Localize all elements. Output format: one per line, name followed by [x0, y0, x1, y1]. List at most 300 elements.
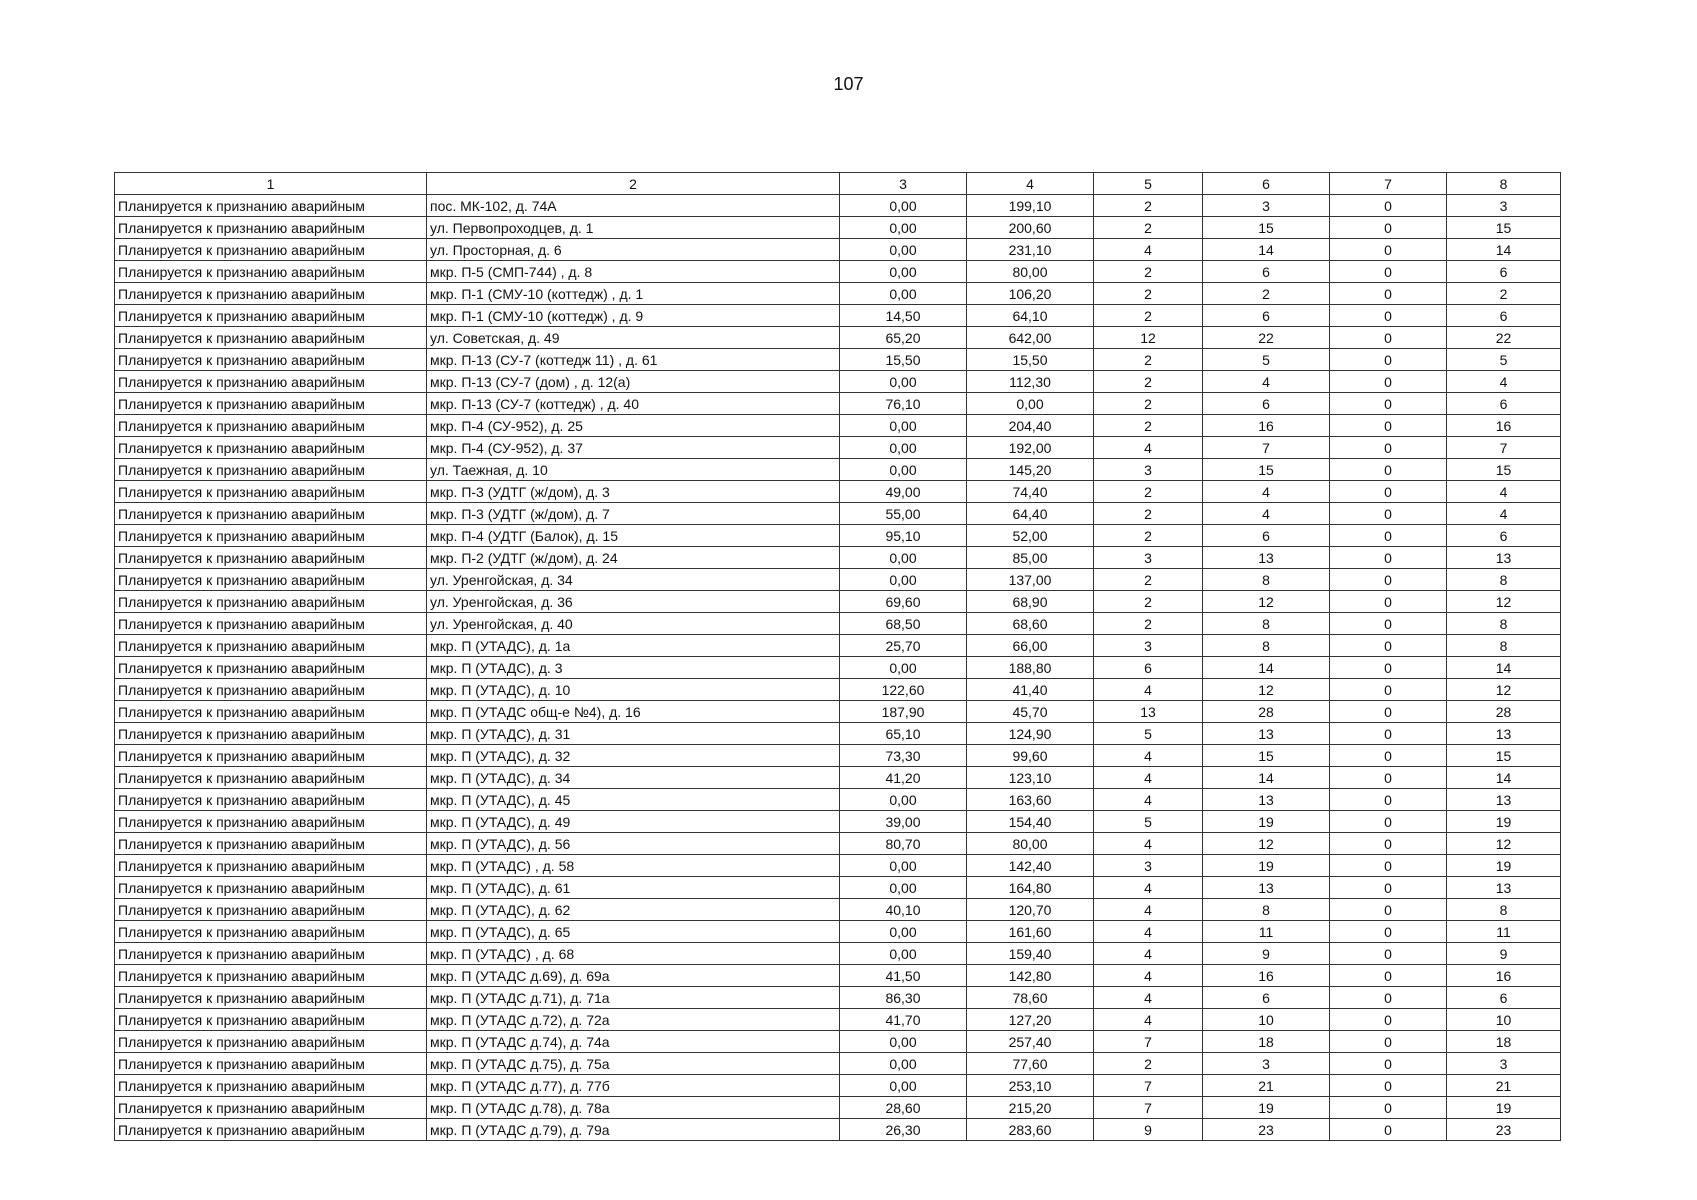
col8-cell: 8	[1447, 899, 1561, 921]
col7-cell: 0	[1330, 481, 1447, 503]
col4-cell: 112,30	[967, 371, 1094, 393]
table-row	[115, 481, 1561, 503]
col7-cell: 0	[1330, 195, 1447, 217]
address-cell: мкр. П-3 (УДТГ (ж/дом), д. 7	[427, 503, 840, 525]
col5-cell: 4	[1094, 1009, 1203, 1031]
address-cell: мкр. П-4 (УДТГ (Балок), д. 15	[427, 525, 840, 547]
address-cell: мкр. П-3 (УДТГ (ж/дом), д. 3	[427, 481, 840, 503]
col3-cell: 0,00	[840, 217, 967, 239]
column-header-2: 2	[427, 173, 840, 195]
table-row	[115, 459, 1561, 481]
address-cell: мкр. П (УТАДС), д. 61	[427, 877, 840, 899]
col5-cell: 5	[1094, 723, 1203, 745]
table-row	[115, 679, 1561, 701]
col5-cell: 3	[1094, 855, 1203, 877]
status-cell: Планируется к признанию аварийным	[115, 877, 427, 899]
col4-cell: 257,40	[967, 1031, 1094, 1053]
address-cell: мкр. П-1 (СМУ-10 (коттедж) , д. 1	[427, 283, 840, 305]
col3-cell: 41,70	[840, 1009, 967, 1031]
col3-cell: 0,00	[840, 789, 967, 811]
col8-cell: 13	[1447, 547, 1561, 569]
address-cell: мкр. П-13 (СУ-7 (коттедж) , д. 40	[427, 393, 840, 415]
col7-cell: 0	[1330, 569, 1447, 591]
col4-cell: 99,60	[967, 745, 1094, 767]
col7-cell: 0	[1330, 327, 1447, 349]
col8-cell: 19	[1447, 855, 1561, 877]
status-cell: Планируется к признанию аварийным	[115, 855, 427, 877]
address-cell: мкр. П-2 (УДТГ (ж/дом), д. 24	[427, 547, 840, 569]
col4-cell: 642,00	[967, 327, 1094, 349]
col8-cell: 16	[1447, 415, 1561, 437]
col5-cell: 4	[1094, 679, 1203, 701]
col7-cell: 0	[1330, 701, 1447, 723]
col5-cell: 2	[1094, 591, 1203, 613]
col6-cell: 2	[1203, 283, 1330, 305]
address-cell: ул. Советская, д. 49	[427, 327, 840, 349]
address-cell: мкр. П-13 (СУ-7 (коттедж 11) , д. 61	[427, 349, 840, 371]
table-row	[115, 635, 1561, 657]
table-row	[115, 217, 1561, 239]
col3-cell: 49,00	[840, 481, 967, 503]
col5-cell: 13	[1094, 701, 1203, 723]
status-cell: Планируется к признанию аварийным	[115, 921, 427, 943]
table-row	[115, 987, 1561, 1009]
col8-cell: 3	[1447, 195, 1561, 217]
col7-cell: 0	[1330, 987, 1447, 1009]
col3-cell: 95,10	[840, 525, 967, 547]
col5-cell: 2	[1094, 415, 1203, 437]
col3-cell: 0,00	[840, 459, 967, 481]
column-header-1: 1	[115, 173, 427, 195]
col7-cell: 0	[1330, 899, 1447, 921]
col3-cell: 0,00	[840, 239, 967, 261]
col4-cell: 0,00	[967, 393, 1094, 415]
col5-cell: 4	[1094, 877, 1203, 899]
table-row	[115, 811, 1561, 833]
status-cell: Планируется к признанию аварийным	[115, 393, 427, 415]
col3-cell: 25,70	[840, 635, 967, 657]
status-cell: Планируется к признанию аварийным	[115, 965, 427, 987]
status-cell: Планируется к признанию аварийным	[115, 525, 427, 547]
col8-cell: 2	[1447, 283, 1561, 305]
col8-cell: 5	[1447, 349, 1561, 371]
col5-cell: 3	[1094, 547, 1203, 569]
status-cell: Планируется к признанию аварийным	[115, 723, 427, 745]
address-cell: ул. Просторная, д. 6	[427, 239, 840, 261]
col8-cell: 3	[1447, 1053, 1561, 1075]
table-row	[115, 195, 1561, 217]
col4-cell: 163,60	[967, 789, 1094, 811]
col6-cell: 6	[1203, 393, 1330, 415]
col3-cell: 86,30	[840, 987, 967, 1009]
col5-cell: 2	[1094, 1053, 1203, 1075]
col3-cell: 0,00	[840, 569, 967, 591]
col4-cell: 253,10	[967, 1075, 1094, 1097]
col4-cell: 154,40	[967, 811, 1094, 833]
col8-cell: 9	[1447, 943, 1561, 965]
col5-cell: 7	[1094, 1097, 1203, 1119]
col3-cell: 41,50	[840, 965, 967, 987]
col8-cell: 6	[1447, 525, 1561, 547]
col7-cell: 0	[1330, 239, 1447, 261]
col4-cell: 64,10	[967, 305, 1094, 327]
col4-cell: 161,60	[967, 921, 1094, 943]
col3-cell: 0,00	[840, 283, 967, 305]
table-header-row	[115, 173, 1561, 195]
col5-cell: 2	[1094, 349, 1203, 371]
col6-cell: 12	[1203, 833, 1330, 855]
col6-cell: 15	[1203, 217, 1330, 239]
status-cell: Планируется к признанию аварийным	[115, 767, 427, 789]
col5-cell: 4	[1094, 899, 1203, 921]
col7-cell: 0	[1330, 855, 1447, 877]
col5-cell: 7	[1094, 1031, 1203, 1053]
col5-cell: 5	[1094, 811, 1203, 833]
col6-cell: 8	[1203, 613, 1330, 635]
status-cell: Планируется к признанию аварийным	[115, 547, 427, 569]
col4-cell: 123,10	[967, 767, 1094, 789]
address-cell: мкр. П (УТАДС) , д. 58	[427, 855, 840, 877]
col7-cell: 0	[1330, 503, 1447, 525]
address-cell: мкр. П (УТАДС д.75), д. 75а	[427, 1053, 840, 1075]
table-row	[115, 1009, 1561, 1031]
col8-cell: 8	[1447, 613, 1561, 635]
col5-cell: 2	[1094, 503, 1203, 525]
status-cell: Планируется к признанию аварийным	[115, 1009, 427, 1031]
col5-cell: 4	[1094, 833, 1203, 855]
col8-cell: 12	[1447, 679, 1561, 701]
col3-cell: 0,00	[840, 371, 967, 393]
table-row	[115, 547, 1561, 569]
col8-cell: 6	[1447, 987, 1561, 1009]
col5-cell: 4	[1094, 789, 1203, 811]
col6-cell: 6	[1203, 525, 1330, 547]
table-row	[115, 767, 1561, 789]
col4-cell: 215,20	[967, 1097, 1094, 1119]
address-cell: мкр. П (УТАДС), д. 62	[427, 899, 840, 921]
col7-cell: 0	[1330, 393, 1447, 415]
col3-cell: 76,10	[840, 393, 967, 415]
table-row	[115, 1031, 1561, 1053]
col3-cell: 28,60	[840, 1097, 967, 1119]
col6-cell: 11	[1203, 921, 1330, 943]
status-cell: Планируется к признанию аварийным	[115, 811, 427, 833]
col6-cell: 10	[1203, 1009, 1330, 1031]
status-cell: Планируется к признанию аварийным	[115, 1053, 427, 1075]
col4-cell: 52,00	[967, 525, 1094, 547]
col8-cell: 6	[1447, 305, 1561, 327]
col8-cell: 12	[1447, 833, 1561, 855]
col5-cell: 4	[1094, 437, 1203, 459]
col8-cell: 28	[1447, 701, 1561, 723]
col8-cell: 18	[1447, 1031, 1561, 1053]
table-row	[115, 855, 1561, 877]
col3-cell: 0,00	[840, 657, 967, 679]
table-row	[115, 1075, 1561, 1097]
table-row	[115, 327, 1561, 349]
table-row	[115, 569, 1561, 591]
col6-cell: 22	[1203, 327, 1330, 349]
table-row	[115, 503, 1561, 525]
table-row	[115, 393, 1561, 415]
col8-cell: 13	[1447, 877, 1561, 899]
col3-cell: 40,10	[840, 899, 967, 921]
address-cell: ул. Уренгойская, д. 36	[427, 591, 840, 613]
address-cell: мкр. П (УТАДС), д. 31	[427, 723, 840, 745]
col7-cell: 0	[1330, 1097, 1447, 1119]
col6-cell: 15	[1203, 459, 1330, 481]
col7-cell: 0	[1330, 305, 1447, 327]
col6-cell: 23	[1203, 1119, 1330, 1141]
col8-cell: 14	[1447, 657, 1561, 679]
col3-cell: 0,00	[840, 547, 967, 569]
address-cell: мкр. П (УТАДС д.77), д. 77б	[427, 1075, 840, 1097]
col4-cell: 137,00	[967, 569, 1094, 591]
col5-cell: 4	[1094, 239, 1203, 261]
col7-cell: 0	[1330, 833, 1447, 855]
col6-cell: 8	[1203, 569, 1330, 591]
col7-cell: 0	[1330, 1031, 1447, 1053]
col3-cell: 0,00	[840, 1053, 967, 1075]
status-cell: Планируется к признанию аварийным	[115, 437, 427, 459]
col5-cell: 2	[1094, 613, 1203, 635]
col8-cell: 14	[1447, 767, 1561, 789]
col6-cell: 28	[1203, 701, 1330, 723]
col6-cell: 16	[1203, 965, 1330, 987]
status-cell: Планируется к признанию аварийным	[115, 657, 427, 679]
table-row	[115, 261, 1561, 283]
col7-cell: 0	[1330, 877, 1447, 899]
col7-cell: 0	[1330, 591, 1447, 613]
col3-cell: 14,50	[840, 305, 967, 327]
col6-cell: 13	[1203, 547, 1330, 569]
col3-cell: 0,00	[840, 877, 967, 899]
col4-cell: 45,70	[967, 701, 1094, 723]
column-header-6: 6	[1203, 173, 1330, 195]
col4-cell: 78,60	[967, 987, 1094, 1009]
status-cell: Планируется к признанию аварийным	[115, 459, 427, 481]
table-row	[115, 371, 1561, 393]
table-row	[115, 833, 1561, 855]
col7-cell: 0	[1330, 261, 1447, 283]
table-row	[115, 1053, 1561, 1075]
table-row	[115, 415, 1561, 437]
col7-cell: 0	[1330, 965, 1447, 987]
table-row	[115, 723, 1561, 745]
address-cell: мкр. П (УТАДС) , д. 68	[427, 943, 840, 965]
column-header-3: 3	[840, 173, 967, 195]
col5-cell: 4	[1094, 987, 1203, 1009]
col5-cell: 4	[1094, 745, 1203, 767]
col3-cell: 187,90	[840, 701, 967, 723]
col8-cell: 4	[1447, 371, 1561, 393]
address-cell: ул. Первопроходцев, д. 1	[427, 217, 840, 239]
col6-cell: 4	[1203, 371, 1330, 393]
col8-cell: 4	[1447, 503, 1561, 525]
col6-cell: 4	[1203, 503, 1330, 525]
col5-cell: 2	[1094, 217, 1203, 239]
col5-cell: 2	[1094, 569, 1203, 591]
col4-cell: 283,60	[967, 1119, 1094, 1141]
col5-cell: 2	[1094, 305, 1203, 327]
address-cell: мкр. П (УТАДС д.69), д. 69а	[427, 965, 840, 987]
col8-cell: 12	[1447, 591, 1561, 613]
col3-cell: 69,60	[840, 591, 967, 613]
address-cell: мкр. П (УТАДС д.72), д. 72а	[427, 1009, 840, 1031]
address-cell: мкр. П-1 (СМУ-10 (коттедж) , д. 9	[427, 305, 840, 327]
col6-cell: 6	[1203, 261, 1330, 283]
address-cell: мкр. П (УТАДС), д. 34	[427, 767, 840, 789]
col8-cell: 13	[1447, 789, 1561, 811]
col6-cell: 6	[1203, 987, 1330, 1009]
status-cell: Планируется к признанию аварийным	[115, 943, 427, 965]
address-cell: ул. Таежная, д. 10	[427, 459, 840, 481]
col6-cell: 9	[1203, 943, 1330, 965]
col7-cell: 0	[1330, 547, 1447, 569]
table-row	[115, 239, 1561, 261]
col5-cell: 2	[1094, 525, 1203, 547]
col5-cell: 4	[1094, 767, 1203, 789]
table-row	[115, 921, 1561, 943]
table-row	[115, 943, 1561, 965]
col6-cell: 8	[1203, 899, 1330, 921]
col7-cell: 0	[1330, 1075, 1447, 1097]
col8-cell: 23	[1447, 1119, 1561, 1141]
col3-cell: 68,50	[840, 613, 967, 635]
col4-cell: 127,20	[967, 1009, 1094, 1031]
col6-cell: 3	[1203, 1053, 1330, 1075]
table-row	[115, 1119, 1561, 1141]
col4-cell: 68,90	[967, 591, 1094, 613]
col6-cell: 13	[1203, 877, 1330, 899]
col4-cell: 64,40	[967, 503, 1094, 525]
col8-cell: 6	[1447, 393, 1561, 415]
col3-cell: 0,00	[840, 1075, 967, 1097]
col8-cell: 19	[1447, 811, 1561, 833]
col4-cell: 85,00	[967, 547, 1094, 569]
col5-cell: 2	[1094, 371, 1203, 393]
status-cell: Планируется к признанию аварийным	[115, 899, 427, 921]
address-cell: ул. Уренгойская, д. 40	[427, 613, 840, 635]
column-header-7: 7	[1330, 173, 1447, 195]
status-cell: Планируется к признанию аварийным	[115, 349, 427, 371]
page-number: 107	[833, 74, 864, 94]
address-cell: мкр. П (УТАДС), д. 32	[427, 745, 840, 767]
status-cell: Планируется к признанию аварийным	[115, 239, 427, 261]
table-row	[115, 525, 1561, 547]
col8-cell: 8	[1447, 635, 1561, 657]
col6-cell: 21	[1203, 1075, 1330, 1097]
table-row	[115, 877, 1561, 899]
status-cell: Планируется к признанию аварийным	[115, 327, 427, 349]
col6-cell: 14	[1203, 657, 1330, 679]
status-cell: Планируется к признанию аварийным	[115, 1119, 427, 1141]
table-body	[115, 195, 1561, 1141]
address-cell: мкр. П (УТАДС), д. 65	[427, 921, 840, 943]
col7-cell: 0	[1330, 1119, 1447, 1141]
col4-cell: 188,80	[967, 657, 1094, 679]
address-cell: мкр. П (УТАДС д.71), д. 71а	[427, 987, 840, 1009]
table-row	[115, 965, 1561, 987]
col4-cell: 159,40	[967, 943, 1094, 965]
address-cell: мкр. П (УТАДС д.79), д. 79а	[427, 1119, 840, 1141]
col5-cell: 3	[1094, 459, 1203, 481]
col8-cell: 10	[1447, 1009, 1561, 1031]
col3-cell: 0,00	[840, 437, 967, 459]
col7-cell: 0	[1330, 789, 1447, 811]
col6-cell: 14	[1203, 767, 1330, 789]
table-row	[115, 789, 1561, 811]
column-header-4: 4	[967, 173, 1094, 195]
col7-cell: 0	[1330, 371, 1447, 393]
table-row	[115, 745, 1561, 767]
status-cell: Планируется к признанию аварийным	[115, 987, 427, 1009]
col6-cell: 15	[1203, 745, 1330, 767]
col6-cell: 16	[1203, 415, 1330, 437]
address-cell: мкр. П-4 (СУ-952), д. 37	[427, 437, 840, 459]
col8-cell: 22	[1447, 327, 1561, 349]
col8-cell: 19	[1447, 1097, 1561, 1119]
col5-cell: 3	[1094, 635, 1203, 657]
col7-cell: 0	[1330, 723, 1447, 745]
col4-cell: 231,10	[967, 239, 1094, 261]
address-cell: мкр. П (УТАДС), д. 49	[427, 811, 840, 833]
col5-cell: 12	[1094, 327, 1203, 349]
col4-cell: 145,20	[967, 459, 1094, 481]
col7-cell: 0	[1330, 349, 1447, 371]
status-cell: Планируется к признанию аварийным	[115, 261, 427, 283]
col7-cell: 0	[1330, 459, 1447, 481]
col5-cell: 7	[1094, 1075, 1203, 1097]
address-cell: мкр. П (УТАДС д.78), д. 78а	[427, 1097, 840, 1119]
col6-cell: 4	[1203, 481, 1330, 503]
col4-cell: 204,40	[967, 415, 1094, 437]
col5-cell: 4	[1094, 921, 1203, 943]
col7-cell: 0	[1330, 437, 1447, 459]
col7-cell: 0	[1330, 415, 1447, 437]
col5-cell: 4	[1094, 965, 1203, 987]
table-row	[115, 657, 1561, 679]
col8-cell: 21	[1447, 1075, 1561, 1097]
col7-cell: 0	[1330, 525, 1447, 547]
status-cell: Планируется к признанию аварийным	[115, 613, 427, 635]
col7-cell: 0	[1330, 613, 1447, 635]
col8-cell: 15	[1447, 217, 1561, 239]
col5-cell: 2	[1094, 393, 1203, 415]
status-cell: Планируется к признанию аварийным	[115, 789, 427, 811]
address-cell: мкр. П-13 (СУ-7 (дом) , д. 12(а)	[427, 371, 840, 393]
col8-cell: 14	[1447, 239, 1561, 261]
col5-cell: 2	[1094, 261, 1203, 283]
col3-cell: 55,00	[840, 503, 967, 525]
col3-cell: 73,30	[840, 745, 967, 767]
col5-cell: 4	[1094, 943, 1203, 965]
table-row	[115, 1097, 1561, 1119]
col7-cell: 0	[1330, 811, 1447, 833]
col6-cell: 7	[1203, 437, 1330, 459]
status-cell: Планируется к признанию аварийным	[115, 701, 427, 723]
address-cell: мкр. П (УТАДС), д. 3	[427, 657, 840, 679]
col3-cell: 26,30	[840, 1119, 967, 1141]
col3-cell: 15,50	[840, 349, 967, 371]
col6-cell: 12	[1203, 679, 1330, 701]
col3-cell: 0,00	[840, 195, 967, 217]
col3-cell: 80,70	[840, 833, 967, 855]
table-row	[115, 305, 1561, 327]
status-cell: Планируется к признанию аварийным	[115, 415, 427, 437]
col4-cell: 164,80	[967, 877, 1094, 899]
address-cell: мкр. П (УТАДС д.74), д. 74а	[427, 1031, 840, 1053]
